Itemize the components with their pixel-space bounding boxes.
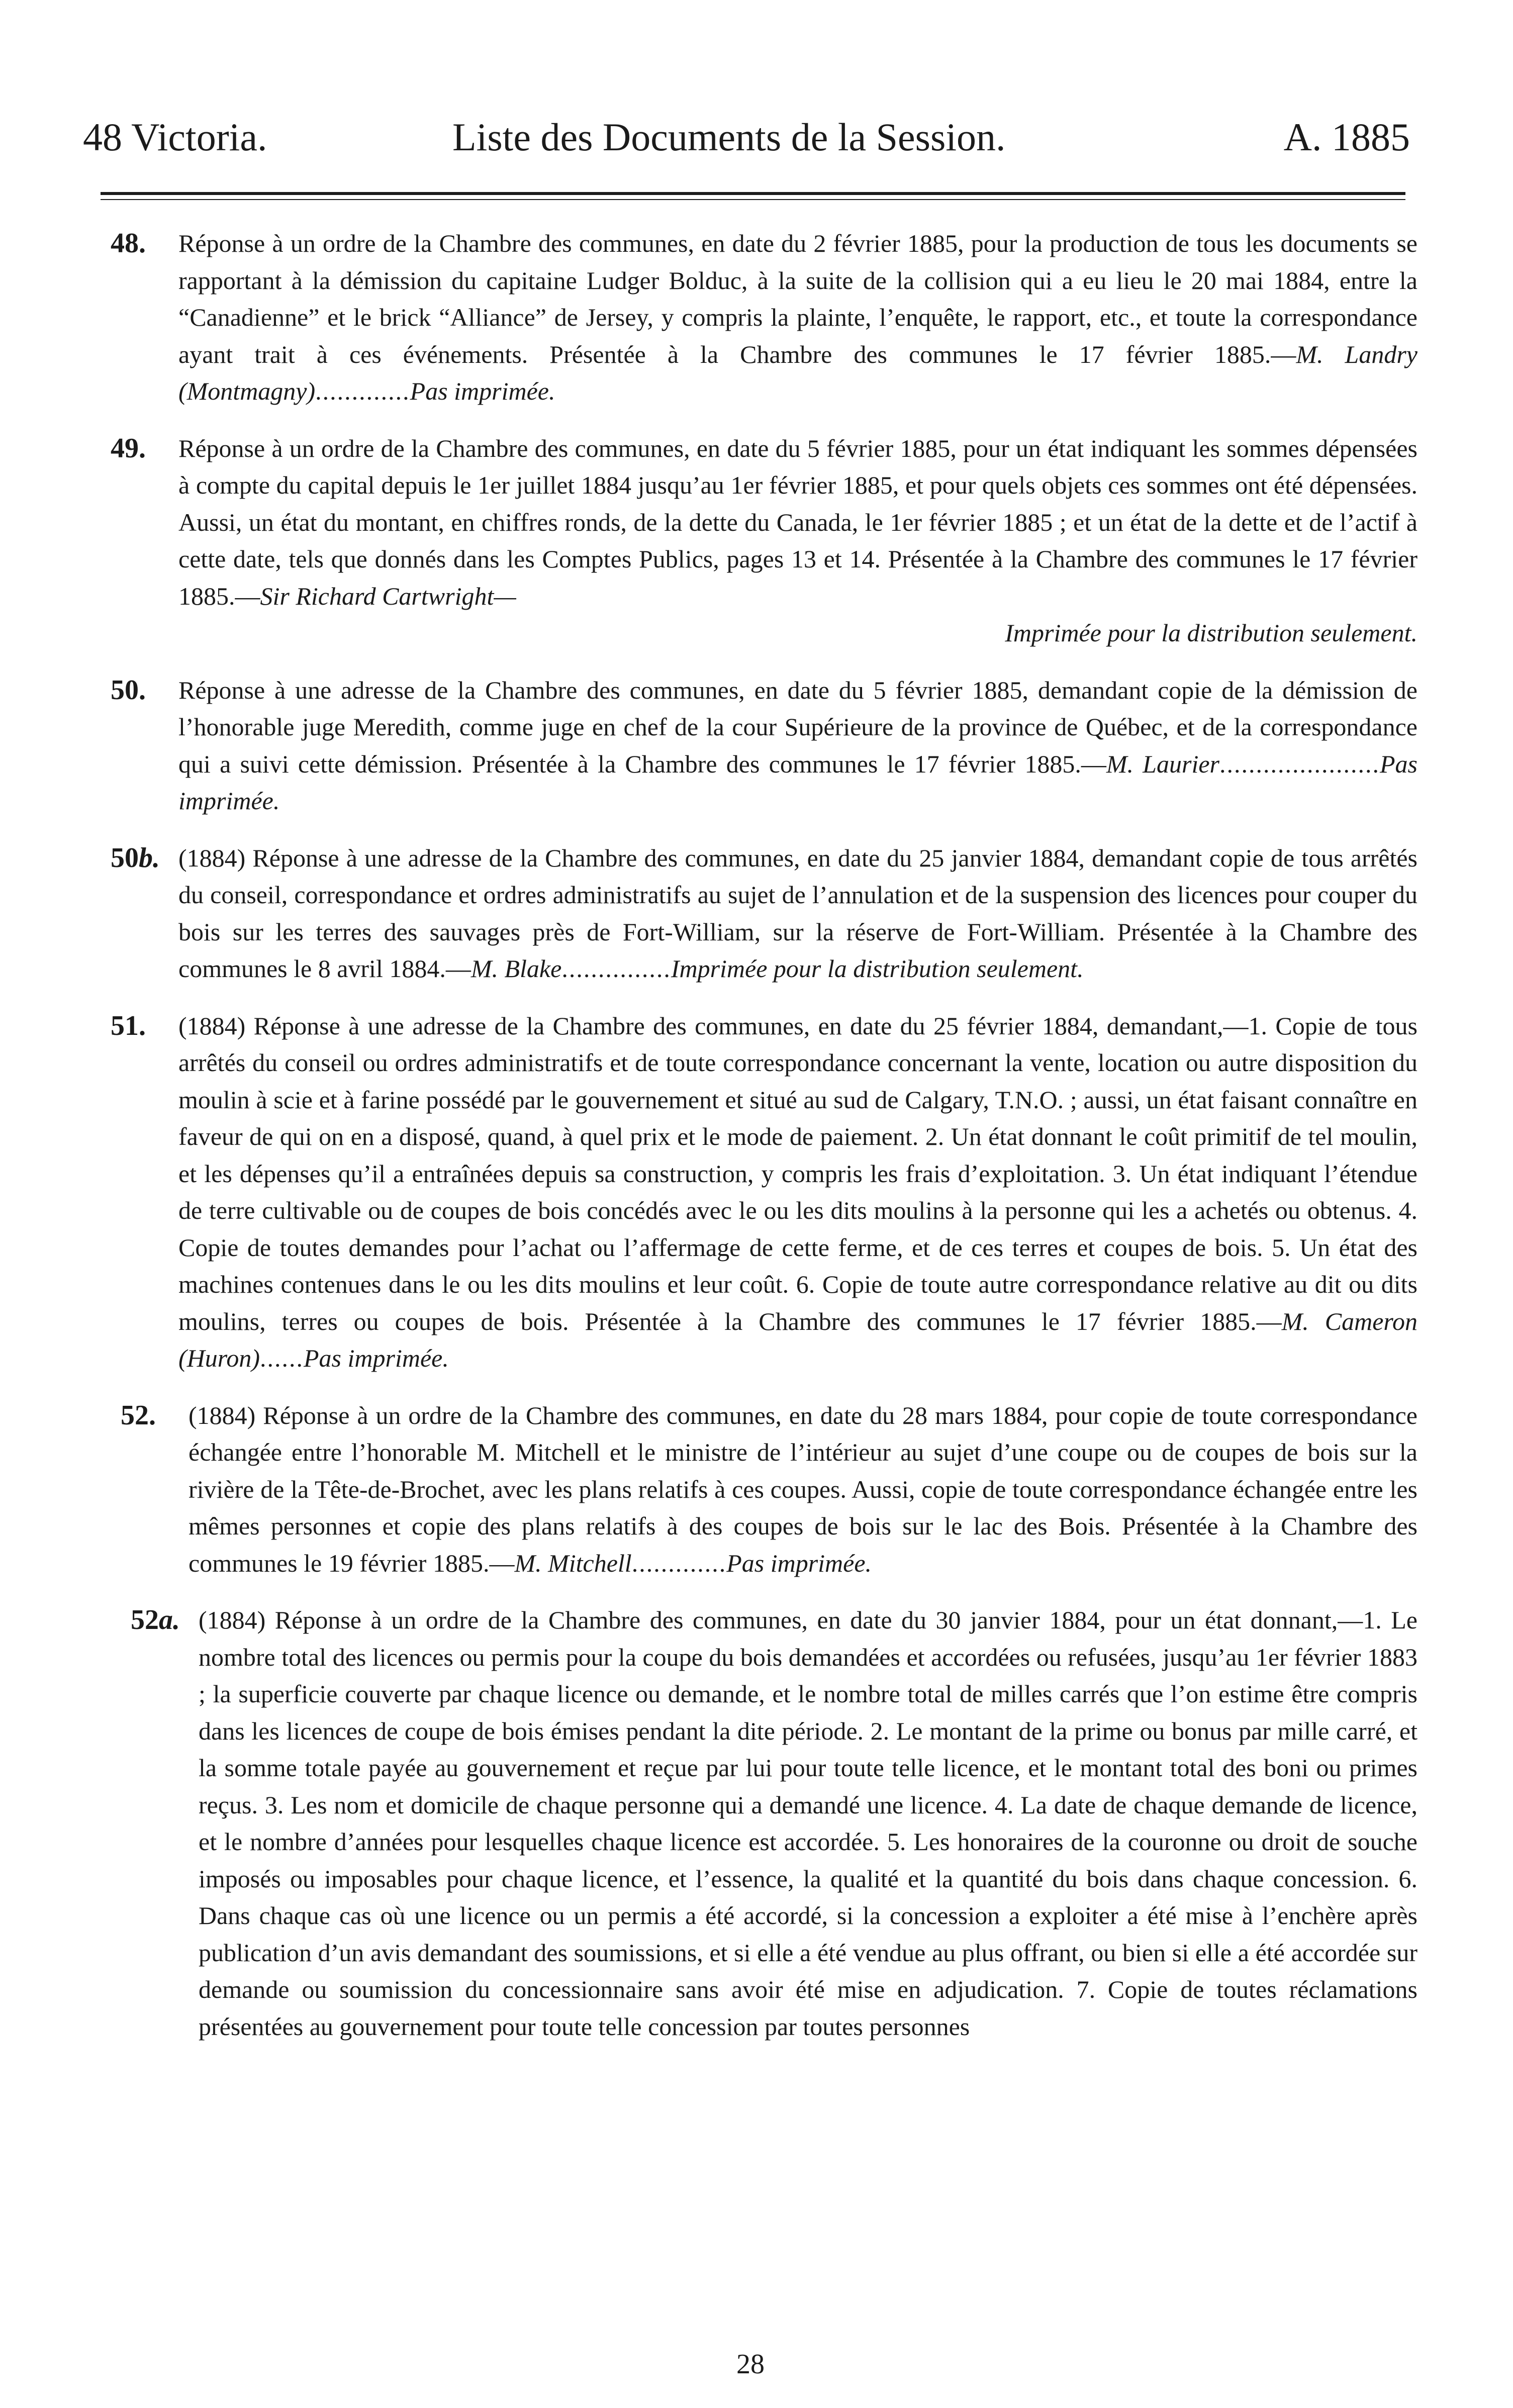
entry-text: Réponse à un ordre de la Chambre des communes, en date du 2 février 1885, pour la production de tous les documents se rapportant à la démission du capitaine Ludger Bolduc, à la suite de la collision qui a eu lieu le 20 mai 1884, entre la “Canadienne” et le brick “Alliance” de Jersey, y compris la plainte, l’enquête, le rapport, etc., et toute la correspondance ayant trait à ces événements. Présentée à la Chambre des communes le 17 février 1885.— bbox=[178, 229, 1417, 368]
entry-52: 52. (1884) Réponse à un ordre de la Chambre des communes, en date du 28 mars 1884, pour copie de toute correspondance échangée entre l’honorable M. Mitchell et le ministre de l’intérieur au sujet d’une coupe ou de coupes de bois sur la rivière de la Tête-de-Brochet, avec les plans relatifs à ces coupes. Aussi, copie de toute correspondance échangée entre les mêmes personnes et copie des plans relatifs à des coupes de bois sur le lac des Bois. Présentée à la Chambre des communes le 19 février 1885.—M. Mitchell.............Pas imprimée. bbox=[121, 1397, 1417, 1582]
entry-presenter: M. Laurier bbox=[1106, 749, 1219, 778]
entry-status: Pas imprimée. bbox=[304, 1344, 449, 1372]
entry-text: (1884) Réponse à une adresse de la Chambre des communes, en date du 25 janvier 1884, demandant copie de tous arrêtés du conseil, correspondance et ordres administratifs au sujet de l’annulation et de la suspension des licences pour couper du bois sur les terres des sauvages près de Fort-William, sur la réserve de Fort-William. Présentée à la Chambre des communes le 8 avril 1884.— bbox=[178, 843, 1417, 983]
entry-number: 49. bbox=[111, 432, 146, 464]
entry-presenter: Sir Richard Cartwright— bbox=[260, 582, 516, 610]
header-volume: 48 Victoria. bbox=[83, 115, 267, 159]
entry-presenter: M. Mitchell bbox=[514, 1549, 632, 1577]
entry-number: 52. bbox=[121, 1399, 156, 1431]
entry-status: Pas imprimée. bbox=[410, 377, 555, 405]
entry-status: Imprimée pour la distribution seulement. bbox=[1005, 619, 1417, 647]
entry-number: 50. bbox=[111, 674, 146, 706]
entry-number: 51. bbox=[111, 1010, 146, 1041]
header-rule-thick bbox=[101, 192, 1405, 195]
entry-text: (1884) Réponse à une adresse de la Chambre des communes, en date du 25 février 1884, demandant,—1. Copie de tous arrêtés du conseil ou ordres administratifs et de toute correspondance concernant la vente, location ou autre disposition du moulin à scie et à farine possédé par le gouvernement et situé au sud de Calgary, T.N.O. ; aussi, un état faisant connaître en faveur de qui on en a disposé, quand, à quel prix et le mode de paiement. 2. Un état donnant le coût primitif de tel moulin, et les dépenses qu’il a entraînées depuis sa construction, y compris les frais d’exploitation. 3. Un état indiquant l’étendue de terre cultivable ou de coupes de bois concédés avec le ou les dits moulins à la personne qui les a achetés ou obtenus. 4. Copie de toutes demandes pour l’achat ou l’affermage de cette ferme, et de ces terres et coupes de bois. 5. Un état des machines contenues dans le ou les dits moulins et leur coût. 6. Copie de toute autre correspondance relative au dit ou dits moulins, terres ou coupes de bois. Présentée à la Chambre des communes le 17 février 1885.— bbox=[178, 1011, 1417, 1335]
header-rule-thin bbox=[101, 199, 1405, 200]
entry-text: Réponse à une adresse de la Chambre des communes, en date du 5 février 1885, demandant copie de la démission de l’honorable juge Meredith, comme juge en chef de la cour Supérieure de la province de Québec, et de la correspondance qui a suivi cette démission. Présentée à la Chambre des communes le 17 février 1885.— bbox=[178, 676, 1417, 778]
entry-status: Pas imprimée. bbox=[178, 749, 1417, 815]
entry-48: 48. Réponse à un ordre de la Chambre des communes, en date du 2 février 1885, pour la production de tous les documents se rapportant à la démission du capitaine Ludger Bolduc, à la suite de la collision qui a eu lieu le 20 mai 1884, entre la “Canadienne” et le brick “Alliance” de Jersey, y compris la plainte, l’enquête, le rapport, etc., et toute la correspondance ayant trait à ces événements. Présentée à la Chambre des communes le 17 février 1885.—M. Landry (Montmagny).............Pas imprimée. bbox=[111, 225, 1417, 410]
entry-status: Imprimée pour la distribution seulement. bbox=[671, 954, 1084, 983]
running-header bbox=[83, 110, 1410, 165]
document-entries bbox=[111, 225, 1417, 2065]
entry-presenter: M. Cameron (Huron) bbox=[178, 1307, 1418, 1372]
entry-number: 52a. bbox=[131, 1604, 180, 1635]
entry-status: Pas imprimée. bbox=[726, 1549, 872, 1577]
entry-text: Réponse à un ordre de la Chambre des communes, en date du 5 février 1885, pour un état indiquant les sommes dépensées à compte du capital depuis le 1er juillet 1884 jusqu’au 1er février 1885, et pour quels objets ces sommes ont été dépensées. Aussi, un état du montant, en chiffres ronds, de la dette du Canada, le 1er février 1885 ; et un état de la dette et de l’actif à cette date, tels que donnés dans les Comptes Publics, pages 13 et 14. Présentée à la Chambre des communes le 17 février 1885.— bbox=[178, 434, 1417, 610]
entry-text: (1884) Réponse à un ordre de la Chambre des communes, en date du 28 mars 1884, pour copie de toute correspondance échangée entre l’honorable M. Mitchell et le ministre de l’intérieur au sujet d’une coupe ou de coupes de bois sur la rivière de la Tête-de-Brochet, avec les plans relatifs à ces coupes. Aussi, copie de toute correspondance échangée entre les mêmes personnes et copie des plans relatifs à des coupes de bois sur le lac des Bois. Présentée à la Chambre des communes le 19 février 1885.— bbox=[188, 1401, 1417, 1577]
entry-51: 51. (1884) Réponse à une adresse de la Chambre des communes, en date du 25 février 1884, demandant,—1. Copie de tous arrêtés du conseil ou ordres administratifs et de toute correspondance concernant la vente, location ou autre disposition du moulin à scie et à farine possédé par le gouvernement et situé au sud de Calgary, T.N.O. ; aussi, un état faisant connaître en faveur de qui on en a disposé, quand, à quel prix et le mode de paiement. 2. Un état donnant le coût primitif de tel moulin, et les dépenses qu’il a entraînées depuis sa construction, y compris les frais d’exploitation. 3. Un état indiquant l’étendue de terre cultivable ou de coupes de bois concédés avec le ou les dits moulins à la personne qui les a achetés ou obtenus. 4. Copie de toutes demandes pour l’achat ou l’affermage de cette ferme, et de ces terres et coupes de bois. 5. Un état des machines contenues dans le ou les dits moulins et leur coût. 6. Copie de toute autre correspondance relative au dit ou dits moulins, terres ou coupes de bois. Présentée à la Chambre des communes le 17 février 1885.—M. Cameron (Huron)......Pas imprimée. bbox=[111, 1008, 1417, 1377]
entry-presenter: M. Landry (Montmagny) bbox=[178, 340, 1418, 405]
entry-52a bbox=[131, 1602, 1417, 2045]
page-number: 28 bbox=[736, 2349, 765, 2380]
entry-50: 50. Réponse à une adresse de la Chambre des communes, en date du 5 février 1885, demandant copie de la démission de l’honorable juge Meredith, comme juge en chef de la cour Supérieure de la province de Québec, et de la correspondance qui a suivi cette démission. Présentée à la Chambre des communes le 17 février 1885.—M. Laurier......................Pas imprimée. bbox=[111, 672, 1417, 820]
entry-number: 48. bbox=[111, 228, 146, 259]
entry-number: 50b. bbox=[111, 842, 160, 874]
header-year: A. 1885 bbox=[1283, 115, 1410, 159]
entry-presenter: M. Blake bbox=[470, 954, 562, 983]
entry-text: (1884) Réponse à un ordre de la Chambre des communes, en date du 30 janvier 1884, pour un état donnant,—1. Le nombre total des licences ou permis pour la coupe du bois demandées et accordées ou refusées, jusqu’au 1er février 1883 ; la superficie couverte par chaque licence ou demande, et le nombre total de milles carrés que l’on estime être compris dans les licences de coupe de bois émises pendant la dite période. 2. Le montant de la prime ou bonus par mille carré, et la somme totale payée au gouvernement et reçue par lui pour toute telle licence, et le montant total des boni ou primes reçus. 3. Les nom et domicile de chaque personne qui a demandé une licence. 4. La date de chaque demande de licence, et le nombre d’années pour lesquelles chaque licence est accordée. 5. Les honoraires de la couronne ou droit de souche imposés ou imposables pour chaque licence, et l’essence, la qualité et la quantité du bois dans chaque concession. 6. Dans chaque cas où une licence ou un permis a été accordé, si la concession a exploiter a été mise à l’enchère après publication d’un avis demandant des soumissions, et si elle a été vendue au plus offrant, ou bien si elle a été accordée sur demande ou soumission du concessionnaire sans avoir été mise en adjudication. 7. Copie de toutes réclamations présentées au gouvernement pour toute telle concession par toutes personnes bbox=[199, 1606, 1417, 2041]
header-title: Liste des Documents de la Session. bbox=[452, 115, 1006, 159]
entry-50b: 50b. (1884) Réponse à une adresse de la Chambre des communes, en date du 25 janvier 1884, demandant copie de tous arrêtés du conseil, correspondance et ordres administratifs au sujet de l’annulation et de la suspension des licences pour couper du bois sur les terres des sauvages près de Fort-William, sur la réserve de Fort-William. Présentée à la Chambre des communes le 8 avril 1884.—M. Blake...............Imprimée pour la distribution seulement. bbox=[111, 840, 1417, 988]
entry-49 bbox=[111, 430, 1417, 652]
